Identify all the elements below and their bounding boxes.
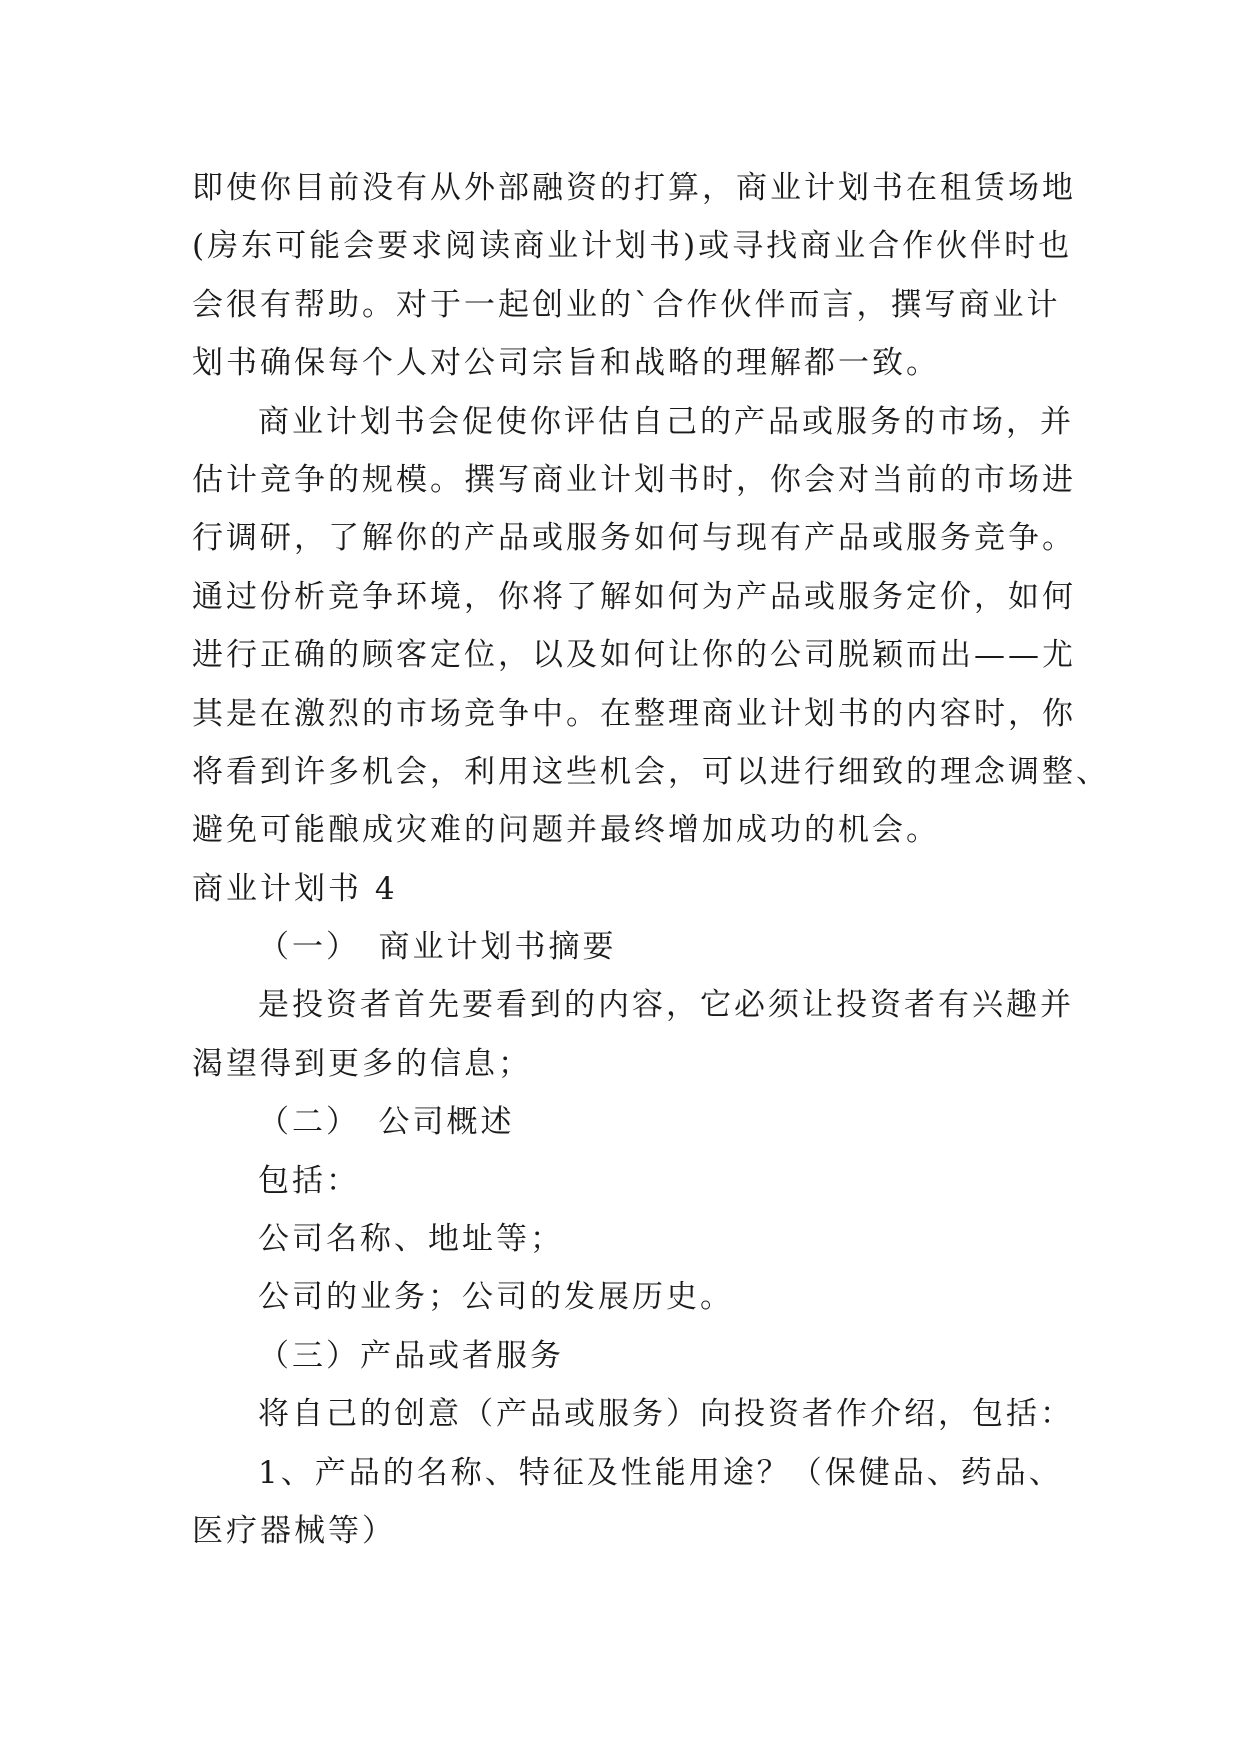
paragraph-first-line: 公司的业务；公司的发展历史。: [258, 1279, 734, 1316]
text-line: 通过份析竞争环境，你将了解如何为产品或服务定价，如何: [192, 578, 1076, 615]
paragraph-first-line: 1、产品的名称、特征及性能用途？（保健品、药品、: [258, 1454, 1063, 1491]
paragraph-first-line: 公司名称、地址等；: [258, 1221, 564, 1258]
text-line: 医疗器械等）: [192, 1512, 396, 1549]
text-line: 估计竞争的规模。撰写商业计划书时，你会对当前的市场进: [192, 461, 1076, 498]
text-line: 划书确保每个人对公司宗旨和战略的理解都一致。: [192, 345, 940, 382]
paragraph-first-line: 将自己的创意（产品或服务）向投资者作介绍，包括：: [258, 1396, 1074, 1433]
subsection-heading: （三）产品或者服务: [258, 1337, 564, 1374]
text-line: 将看到许多机会，利用这些机会，可以进行细致的理念调整、: [192, 753, 1110, 790]
section-title: 商业计划书 4: [192, 870, 398, 907]
text-line: 会很有帮助。对于一起创业的`合作伙伴而言，撰写商业计: [192, 286, 1061, 323]
subsection-heading: （二） 公司概述: [258, 1104, 515, 1141]
text-line: 避免可能酿成灾难的问题并最终增加成功的机会。: [192, 812, 940, 849]
paragraph-first-line: 商业计划书会促使你评估自己的产品或服务的市场，并: [258, 403, 1074, 440]
paragraph-first-line: 包括：: [258, 1162, 360, 1199]
text-line: 进行正确的顾客定位，以及如何让你的公司脱颖而出——尤: [192, 637, 1076, 674]
document-body: [192, 159, 1110, 1560]
subsection-heading: （一） 商业计划书摘要: [258, 929, 617, 966]
text-line: 渴望得到更多的信息；: [192, 1045, 532, 1082]
text-line: 行调研，了解你的产品或服务如何与现有产品或服务竞争。: [192, 520, 1076, 557]
text-line: 即使你目前没有从外部融资的打算，商业计划书在租赁场地: [192, 170, 1076, 206]
paragraph-first-line: 是投资者首先要看到的内容，它必须让投资者有兴趣并: [258, 987, 1074, 1024]
text-line: (房东可能会要求阅读商业计划书)或寻找商业合作伙伴时也: [192, 228, 1073, 265]
text-line: 其是在激烈的市场竞争中。在整理商业计划书的内容时，你: [192, 695, 1076, 732]
